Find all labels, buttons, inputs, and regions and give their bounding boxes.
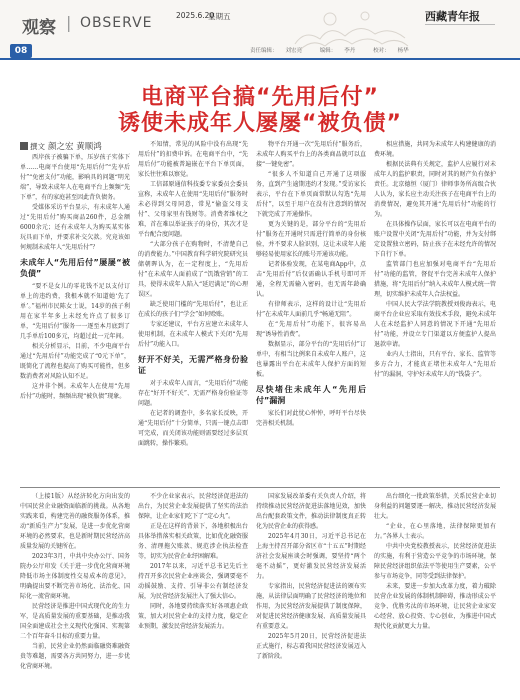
paragraph: 国家发展改革委有关负责人介绍，将持续推动民营经济促进法落地见效，加快出台配套政策文件，推动法律制度真正转化为民营企业的获得感。: [256, 493, 366, 530]
paragraph: 家长们对此忧心忡忡，呼吁平台尽快完善相关机制。: [256, 410, 366, 427]
paragraph: 民营经济是推进中国式现代化的生力军，是高质量发展的重要基础，是推动我国全面建成社会主义现代化强国、实现第二个百年奋斗目标的重要力量。: [20, 603, 130, 640]
paragraph: 2017年以来，习近平总书记先后主持召开多次民营企业座谈会，强调要毫不动摇鼓励、支持、引导非公有制经济发展，为民营经济发展注入了强大信心。: [138, 563, 248, 600]
paragraph: 出台细化一批政策举措，关系民营企业切身利益的问题要逐一解决，推动民营经济发展壮大。: [374, 493, 496, 520]
header-rule: [0, 58, 520, 60]
article-column-4: [374, 140, 496, 483]
paragraph: 中共中央党校教授表示，民营经济促进法的实施，有利于营造公平竞争的市场环境，保障民营经济组织依法平等使用生产要素，公平参与市场竞争，同等受到法律保护。: [374, 543, 496, 580]
paragraph: 缺乏使用门槛的“先用后付”，也让正在成长的孩子们“学会”如何赊账。: [138, 301, 248, 318]
paragraph: 专家指出，民营经济促进法的颁布实施，从法律层面明确了民营经济的地位和作用，为民营经济发展提供了制度保障，对促进民营经济健康发展、高质量发展具有重要意义。: [256, 583, 366, 630]
paragraph: 在“先用后付”功能下，很容易出现“诱导性消费”。: [256, 321, 366, 338]
paragraph: 2023年3月，中共中央办公厅、国务院办公厅印发《关于进一步优化营商环境降低市场主体制度性交易成本的意见》，明确提出要不断完善市场化、法治化、国际化一流营商环境。: [20, 553, 130, 600]
layout-name: 李丹: [344, 48, 356, 54]
section-divider: [20, 487, 500, 488]
article-column-3: [256, 140, 366, 483]
editor-credits: [250, 46, 425, 54]
paragraph: 未来，要进一步加大改革力度，着力破除民营企业发展的体制机制障碍，推动形成公平竞争、优胜劣汰的市场环境，让民营企业家安心经营、放心投资、专心创业，为推进中国式现代化贡献更大力量。: [374, 583, 496, 630]
paragraph: 受媒体采访平台显示，有未成年人通过“先用后付”购买商品260件，总金额6000余元；还有未成年人为购买某实体玩具而下单，并要求补交欠款。究竟该如何规制未成年人“先用后付”？: [20, 204, 130, 251]
lower-article-column-4: [374, 492, 496, 698]
paragraph: 2025年4月30日，习近平总书记在上海主持召开部分省区市“十五五”时期经济社会发展座谈会时强调，要坚持“两个毫不动摇”，更好激发民营经济发展活力。: [256, 533, 366, 580]
article-column-1: [20, 153, 130, 483]
paragraph: 同时，各地要持续落实好各项惠企政策，加大对民营企业的支持力度，稳定企业预期，激发民营经济发展活力。: [138, 603, 248, 630]
paragraph: 当前，民营企业仍然面临融资难融资贵等难题，需要各方共同努力，进一步优化营商环境。: [20, 643, 130, 670]
paragraph: 相应措施，共同为未成年人构建健康的消费环境。: [374, 141, 496, 158]
paragraph: “很多人不知道自己开通了这项服务，直到产生逾期违约才发现。”受访家长表示，平台在下单页面常默认勾选“先用后付”，以至于用户在没有注意到的情况下就完成了开通操作。: [256, 171, 366, 218]
paragraph: 在记者的调查中，多名家长反映，开通“先用后付”十分简单，只需一键点击即可完成，而关闭该功能则需要经过多层页面跳转，操作繁琐。: [138, 410, 248, 447]
lower-article-column-2: [138, 492, 248, 698]
paragraph: “要不是女儿的零花钱不足以支付订单上的违约费，我根本就不知道她‘先了单’。”福州市民陈女士说，14岁的孩子利用在家半年多上未经允许点了很多订单，“先用后付”服务一一逐至本月底到了几手单后100多元，均超过此一元年间。: [20, 283, 130, 340]
layout-label: 编辑：: [319, 48, 337, 54]
paragraph: 2025年5月20日，民营经济促进法正式施行，标志着我国民营经济发展迈入了新阶段。: [256, 633, 366, 660]
lower-article-column-1: [20, 492, 130, 698]
newspaper-masthead: 西藏青年报: [425, 10, 480, 23]
paragraph: 对于未成年人而言，“先用后付”功能存在“好开不好关”、无需严格身份验证等问题。: [138, 380, 248, 407]
byline-label: 撰文: [30, 142, 45, 151]
paragraph: 业内人士指出，只有平台、家长、监管等多方合力，才能真正堵住未成年人“先用后付”的漏洞，守护好未成年人的“钱袋子”。: [374, 351, 496, 378]
paragraph: “大部分孩子在购物时，不清楚自己的消费能力。”中国教育科学研究院研究员储朝晖认为，在一定程度上，“先用后付”在未成年人面前成了“饥饿营销”的工具，使得未成年人陷入“延迟满足”的心理误区。: [138, 241, 248, 298]
paragraph: 专家还建议，平台方应建立未成年人使用机制，在未成年人模式下关闭“先用后付”功能入口。: [138, 321, 248, 348]
paragraph: 在具体操作层面，家长可以在电商平台的账户设置中关闭“先用后付”功能，并为支付绑定设置独立密码，防止孩子在未经允许的情况下自行下单。: [374, 221, 496, 258]
paragraph: 记者体验发现，在某电商App中，点击“先用后付”后仅需确认手机号即可开通，全程无需输入密码，也无需年龄确认。: [256, 261, 366, 298]
subheading: 尽快堵住未成年人“先用后付”漏洞: [256, 385, 366, 405]
article-column-2: [138, 140, 248, 483]
paragraph: 西岸孩子被骗下单，压岁孩子实体下单……电商平台使用“先用后付”“先享后付”“免密支付”功能，影响具的问题“明光端”，导致未成年人在电商平台上频频“先下单”，有的家庭甚至因此背负债务。: [20, 154, 130, 201]
paragraph: 这并非个例。未成年人在使用“先用后付”功能时，频频出现“被负债”现象。: [20, 383, 130, 400]
headline-line-1: 电商平台搞“先用后付”: [141, 85, 379, 110]
page-header: [0, 0, 520, 60]
paragraph: 不知情，常见的风险中没有出现“先用后付”的扣费申诉。在电商平台中，“先用后付”功能被普遍嵌在平台下单页面，家长往往难以察觉。: [138, 141, 248, 178]
masthead-rule: [425, 24, 495, 25]
editor-name: 刘宏亮: [285, 48, 303, 54]
byline-authors: 颜之宏 黄顺鸿: [48, 142, 102, 152]
byline: [20, 140, 102, 152]
subheading: 未成年人“先用后付”屡屡“被负债”: [20, 258, 130, 278]
proof-label: 校对：: [373, 48, 390, 54]
paragraph: 不少企业家表示，民营经济促进法的出台，为民营企业发展提供了坚实的法治保障，让企业家们吃下了“定心丸”。: [138, 493, 248, 520]
paragraph: 根据民法典有关规定，监护人应履行对未成年人的监护职责，同时对其的财产负有保护责任。北京德恒（厦门）律师事务所高级合伙人认为，家长应主动关注孩子在电商平台上的消费情况，避免其开通“先用后付”功能的行为。: [374, 161, 496, 218]
lower-article-column-3: [256, 492, 366, 698]
headline-line-2: 诱使未成年人屡屡“被负债”: [118, 111, 402, 136]
section-separator: |: [66, 13, 72, 32]
section-name-cn: 观察: [22, 18, 56, 38]
paragraph: 物平台开通一次“先用后付”服务后，未成年人购买平台上的各类商品就可以直接“一键免密”。: [256, 141, 366, 168]
paragraph: “企业，在心里落地，法律保障更加有力。”各界人士表示。: [374, 523, 496, 540]
paragraph: 有律师表示，这样的设计让“先用后付”在未成年人面前几乎“畅通无阻”。: [256, 301, 366, 318]
issue-date: 2025.6.20: [176, 11, 215, 20]
paragraph: 更为关键的是，部分平台的“先用后付”服务在开通时只需进行简单的身份核验，并不要求人脸识别，这让未成年人能够轻易使用家长的账号开通该功能。: [256, 221, 366, 258]
byline-marker-icon: [20, 142, 28, 150]
proof-name: 杨华: [397, 48, 409, 54]
paragraph: （上接1版）从经济转化方向出发的中国民营企业融资面临新的挑战。从各地实践来看，构建完善的融资服务体系，推动“新质生产力”发展，是进一步优化营商环境的必然要求，也是新时期民营经济高质量发展的关键所在。: [20, 493, 130, 550]
paragraph: 中国人民大学法学院教授刘俊海表示，电商平台企业应采取有效技术手段，避免未成年人在未经监护人同意的情况下开通“先用后付”功能，并设立专门渠道以方便监护人提出退款申请。: [374, 301, 496, 348]
section-name-en: OBSERVE: [80, 15, 153, 31]
subheading: 好开不好关，无需严格身份验证: [138, 355, 248, 375]
paragraph: 工信部原通信科技委专家委员会委员宣称，未成年人在使用“先用后付”服务时未必得到父母同意，常见“偷盗父母支付”、父母家里有钱财等。消费者维权之难，首在难以举证孩子的身份，其次才是平台配合度问题。: [138, 181, 248, 238]
editor-label: 责任编辑：: [250, 48, 278, 54]
page-number-badge: 08: [10, 44, 32, 58]
paragraph: 监管部门也应加强对电商平台“先用后付”功能的监管，督促平台完善未成年人保护措施，将“先用后付”纳入未成年人模式统一管理，切实维护未成年人合法权益。: [374, 261, 496, 298]
paragraph: 正是在这样的背景下，各地积极出台具体举措落实相关政策，比如优化融资服务、清理拖欠账款、规范涉企执法检查等，切实为民营企业纾困解难。: [138, 523, 248, 560]
paragraph: 相关分析显示，目前，不少电商平台通过“先用后付”功能完成了“0元下单”，既简化了流程也提高了购买可能性，但多数消费者对风险认知不足。: [20, 343, 130, 380]
paragraph: 数据显示，部分平台的“先用后付”订单中，有相当比例来自未成年人账户，这也暴露出平台在未成年人保护方面的短板。: [256, 341, 366, 378]
issue-weekday: 星期五: [208, 12, 231, 21]
